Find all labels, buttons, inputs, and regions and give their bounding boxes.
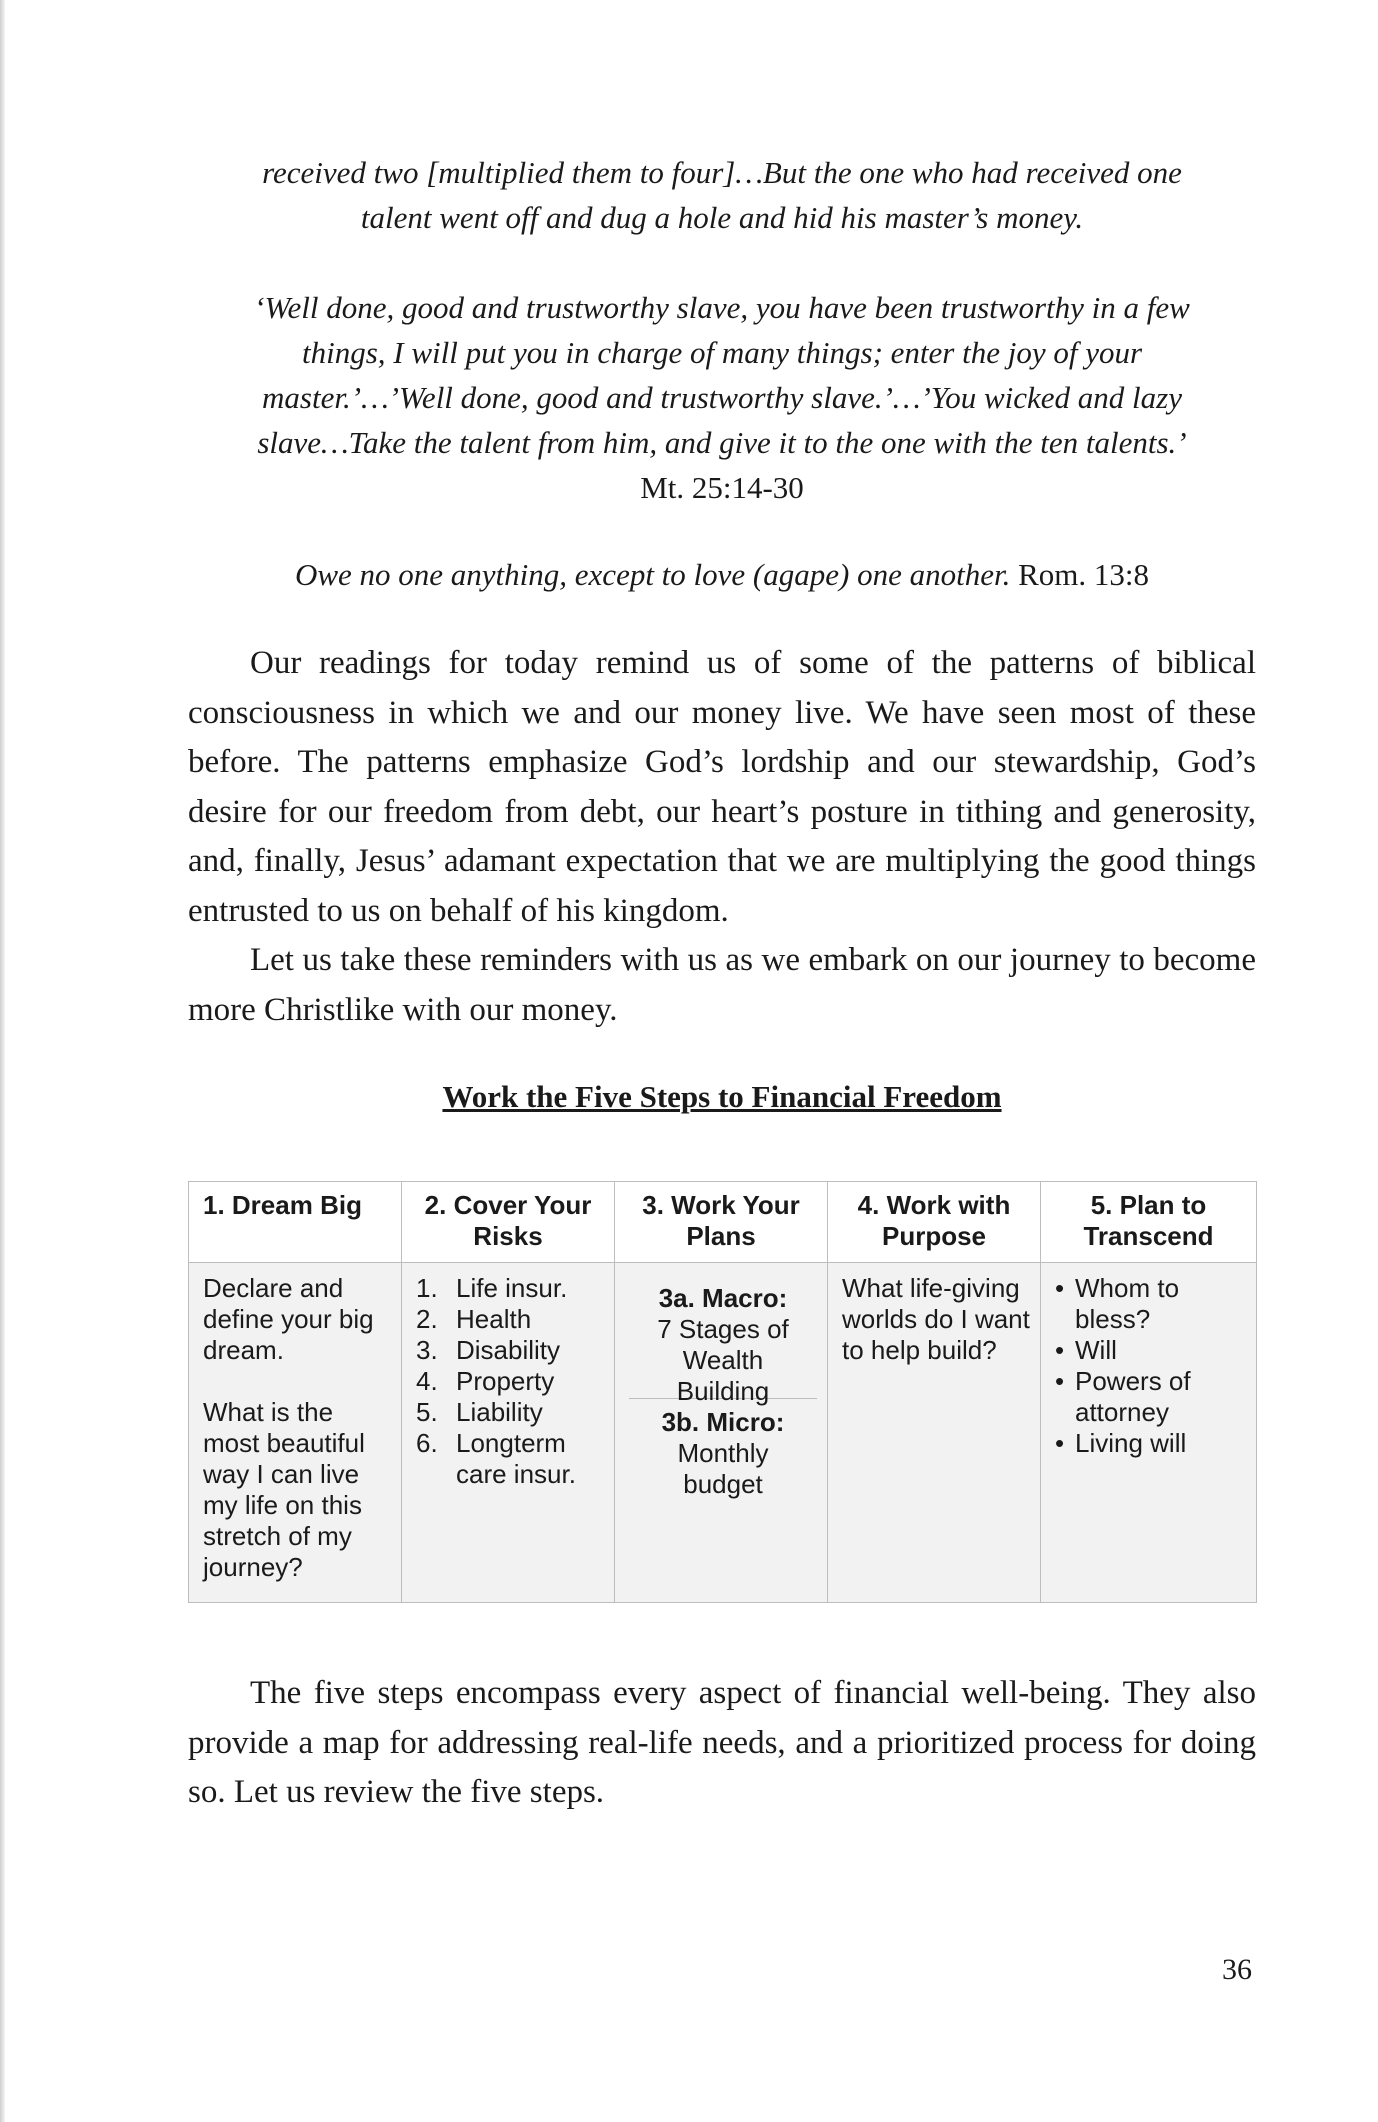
macro-heading: 3a. Macro:	[658, 1283, 788, 1313]
list-item: 2. Health	[416, 1304, 532, 1334]
page-edge-shadow	[0, 0, 5, 2122]
table-row	[189, 1263, 1257, 1603]
micro-heading: 3b. Micro:	[661, 1407, 785, 1437]
cell-dream-big	[189, 1263, 402, 1603]
dream-declare-text: Declare and define your big dream.	[203, 1273, 374, 1365]
transcend-list	[1055, 1273, 1246, 1459]
header-work-purpose: 4. Work with Purpose	[828, 1182, 1041, 1263]
list-item: 4. Property	[416, 1366, 555, 1396]
verse-line: things, I will put you in charge of many things; enter the joy of your	[301, 335, 1143, 370]
list-item: 1. Life insur.	[416, 1273, 568, 1303]
list-item: • Powers of attorney	[1055, 1366, 1191, 1427]
table-header-row	[189, 1182, 1257, 1263]
macro-text: 7 Stages of Wealth Building	[657, 1314, 789, 1406]
list-item: 3. Disability	[416, 1335, 561, 1365]
list-item: • Whom to bless?	[1055, 1273, 1180, 1334]
paragraph-five-steps: The five steps encompass every aspect of financial well-being. They also provide a map for addressing real-life needs, and a prioritized process for doing so. Let us review the five steps.	[188, 1675, 1256, 1810]
list-item: • Living will	[1055, 1428, 1187, 1458]
macro-plan	[629, 1273, 817, 1406]
header-work-plans: 3. Work Your Plans	[615, 1182, 828, 1263]
purpose-question-text: What life-giving worlds do I want to help build?	[842, 1273, 1030, 1365]
page-content	[188, 150, 1256, 1818]
five-steps-table	[188, 1181, 1257, 1603]
cell-work-plans	[615, 1263, 828, 1603]
verse-line: received two [multiplied them to four]…But the one who had received one	[262, 155, 1182, 190]
dream-question-text: What is the most beautiful way I can live my life on this stretch of my journey?	[203, 1397, 365, 1582]
cell-cover-risks	[402, 1263, 615, 1603]
paragraph-reminders: Let us take these reminders with us as we embark on our journey to become more Christlike with our money.	[188, 942, 1256, 1028]
verse-text: Owe no one anything, except to love (agape) one another.	[294, 557, 1011, 592]
header-dream-big: 1. Dream Big	[189, 1182, 402, 1263]
header-plan-transcend: 5. Plan to Transcend	[1041, 1182, 1257, 1263]
verse-line: talent went off and dug a hole and hid his master’s money.	[360, 200, 1084, 235]
list-item: 6. Longterm care insur.	[416, 1428, 576, 1489]
verse-line: ‘Well done, good and trustworthy slave, you have been trustworthy in a few	[254, 290, 1190, 325]
scripture-reference: Rom. 13:8	[1018, 557, 1150, 592]
verse-line: master.’…’Well done, good and trustworthy slave.’…’You wicked and lazy	[262, 380, 1182, 415]
risks-list	[416, 1273, 604, 1490]
micro-plan	[629, 1399, 817, 1510]
scripture-talents-intro	[188, 150, 1256, 240]
section-title: Work the Five Steps to Financial Freedom	[442, 1079, 1002, 1114]
scripture-reference: Mt. 25:14-30	[640, 470, 804, 505]
cell-work-purpose	[828, 1263, 1041, 1603]
micro-text: Monthly budget	[677, 1438, 769, 1499]
verse-line: slave…Take the talent from him, and give it to the one with the ten talents.’	[257, 425, 1187, 460]
list-item: 5. Liability	[416, 1397, 543, 1427]
page-number: 36	[1222, 1953, 1252, 1986]
scripture-talents-quote	[188, 285, 1256, 510]
list-item: • Will	[1055, 1335, 1117, 1365]
paragraph-readings: Our readings for today remind us of some of the patterns of biblical consciousness in which we and our money live. We have seen most of these before. The patterns emphasize God’s lordship and our stewardship, God’s desire for our freedom from debt, our heart’s posture in tithing and generosity, and, finally, Jesus’ adamant expectation that we are multiplying the good things entrusted to us on behalf of his kingdom.	[188, 645, 1256, 929]
scripture-romans	[188, 552, 1256, 597]
header-cover-risks: 2. Cover Your Risks	[402, 1182, 615, 1263]
cell-plan-transcend	[1041, 1263, 1257, 1603]
